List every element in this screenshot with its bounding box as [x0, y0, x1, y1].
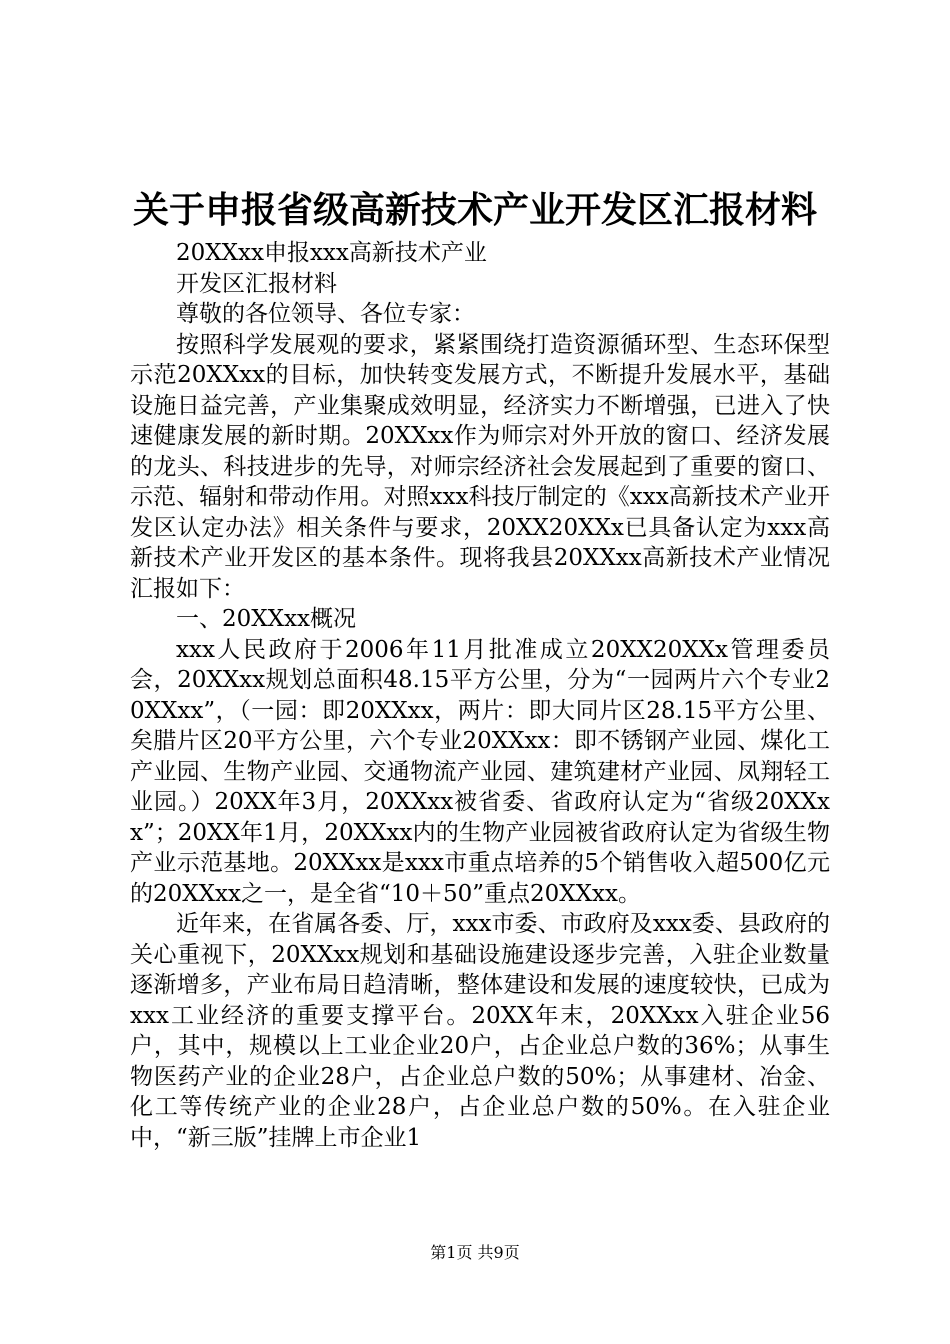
- section-heading-overview: 一、20XXxx概况: [176, 606, 356, 632]
- document-title: 关于申报省级高新技术产业开发区汇报材料: [132, 189, 817, 231]
- salutation: 尊敬的各位领导、各位专家：: [176, 301, 475, 327]
- subtitle-line-2: 开发区汇报材料: [176, 270, 337, 297]
- paragraph-overview: xxx人民政府于2006年11月批准成立20XX20XXx管理委员会，20XXxx规划总面积48.15平方公里，分为“一园两片六个专业20XXxx”，（一园：即20XXxx，两片：即大同片区28.15平方公里、矣腊片区20平方公里，六个专业20XXxx：即不锈钢产业园、煤化工产业园、生物产业园、交通物流产业园、建筑建材产业园、凤翔轻工业园。）20XX年3月，20XXxx被省委、省政府认定为“省级20XXxx”；20XX年1月，20XXxx内的生物产业园被省政府认定为省级生物产业示范基地。20XXxx是xxx市重点培养的5个销售收入超500亿元的20XXxx之一，是全省“10＋50”重点20XXxx。: [130, 636, 830, 907]
- document-body: [130, 238, 830, 1153]
- page-number-footer: 第1页 共9页: [430, 1243, 520, 1262]
- subtitle-line-1: 20XXxx申报xxx高新技术产业: [176, 240, 487, 266]
- paragraph-intro: 按照科学发展观的要求，紧紧围绕打造资源循环型、生态环保型示范20XXxx的目标，加快转变发展方式，不断提升发展水平，基础设施日益完善，产业集聚成效明显，经济实力不断增强，已进入了快速健康发展的新时期。20XXxx作为师宗对外开放的窗口、经济发展的龙头、科技进步的先导，对师宗经济社会发展起到了重要的窗口、示范、辐射和带动作用。对照xxx科技厅制定的《xxx高新技术产业开发区认定办法》相关条件与要求，20XX20XXx已具备认定为xxx高新技术产业开发区的基本条件。现将我县20XXxx高新技术产业情况汇报如下：: [130, 331, 830, 602]
- paragraph-recent-years: 近年来，在省属各委、厅，xxx市委、市政府及xxx委、县政府的关心重视下，20XXxx规划和基础设施建设逐步完善，入驻企业数量逐渐增多，产业布局日趋清晰，整体建设和发展的速度较快，已成为xxx工业经济的重要支撑平台。20XX年末，20XXxx入驻企业56户，其中，规模以上工业企业20户，占企业总户数的36%；从事生物医药产业的企业28户，占企业总户数的50%；从事建材、冶金、化工等传统产业的企业28户，占企业总户数的50%。在入驻企业中，“新三版”挂牌上市企业1: [130, 911, 830, 1151]
